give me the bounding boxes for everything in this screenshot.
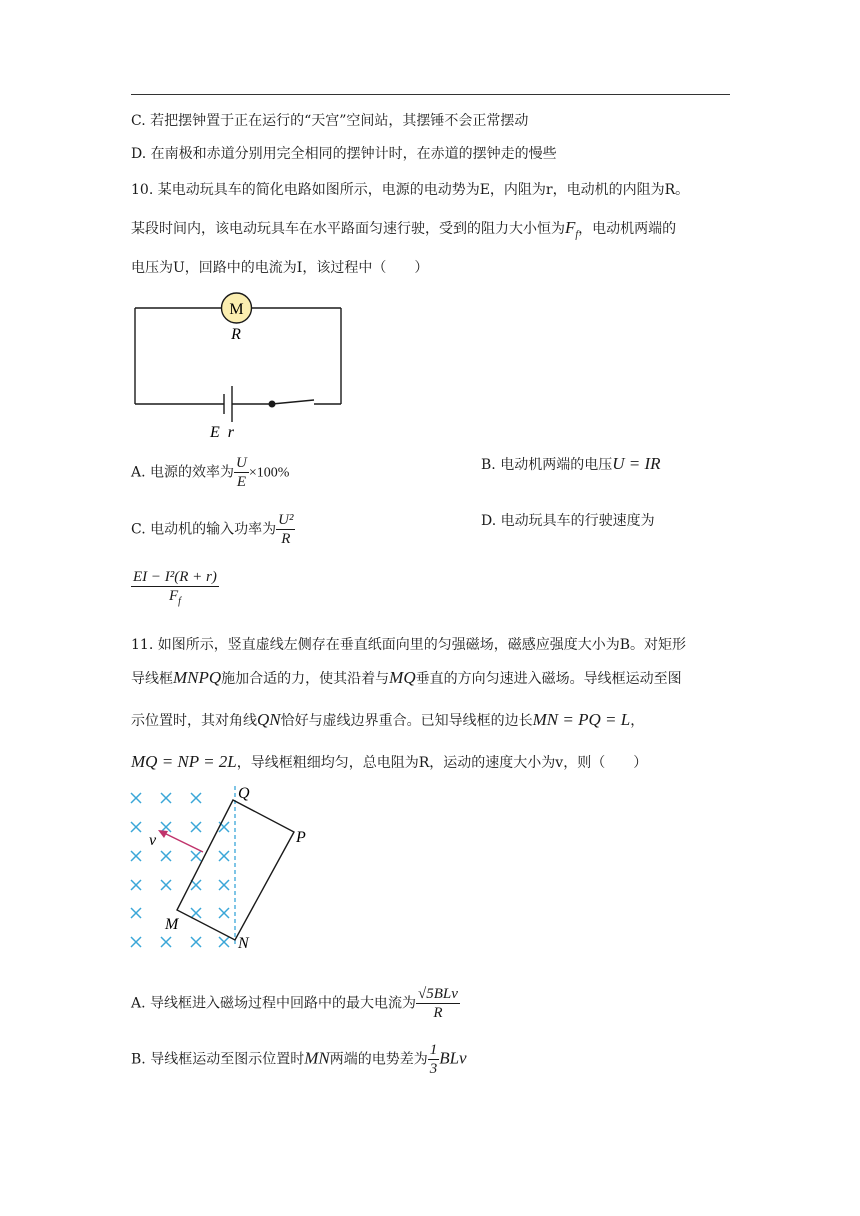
field-cross-icon [131, 908, 141, 918]
q9-option-d[interactable]: D. 在南极和赤道分别用完全相同的摆钟计时，在赤道的摆钟走的慢些 [131, 146, 557, 162]
q10-option-a-text: A. 电源的效率为 [131, 464, 235, 481]
q10-option-d-fraction: $\frac{\text{EI − I²(R + r)}}{F_f}$ [133, 569, 217, 607]
q9-option-c[interactable]: C. 若把摆钟置于正在运行的“天宫”空间站，其摆锤不会正常摆动 [131, 113, 529, 129]
q11-option-a[interactable] [131, 985, 460, 1022]
field-cross-icon [161, 793, 171, 803]
q11-option-a-text: A. 导线框进入磁场过程中回路中的最大电流为 [131, 995, 417, 1012]
field-cross-icon [191, 908, 201, 918]
q11-stem-line1: 11. 如图所示，竖直虚线左侧存在垂直纸面向里的匀强磁场，磁感应强度大小为B。对矩形 [131, 637, 687, 653]
field-cross-icon [161, 851, 171, 861]
q10-stem-line3: 电压为U，回路中的电流为I，该过程中（ ） [131, 260, 429, 276]
q10-option-a-fraction: $\frac{U}{E}$ [236, 455, 247, 490]
vertex-label-n: N [238, 935, 249, 952]
field-cross-icon [191, 880, 201, 890]
vertex-label-m: M [165, 916, 179, 933]
field-cross-icon [219, 937, 229, 947]
q10-stem-line1: 10. 某电动玩具车的简化电路如图所示，电源的电动势为E，内阻为r，电动机的内阻为R。 [131, 182, 690, 198]
field-cross-icon [161, 880, 171, 890]
q10-option-d[interactable]: D. 电动玩具车的行驶速度为 [481, 513, 655, 529]
field-cross-icon [161, 937, 171, 947]
q11-stem-line4: MQ = NP = 2L，导线框粗细均匀，总电阻为R，运动的速度大小为v，则（ ） [131, 752, 648, 771]
field-cross-icon [219, 880, 229, 890]
field-cross-icon [131, 937, 141, 947]
q10-option-a-percent: ×100% [248, 465, 290, 481]
field-cross-icon [191, 793, 201, 803]
magnetic-field-crosses [131, 793, 229, 947]
q10-option-c-text: C. 电动机的输入功率为 [131, 521, 277, 538]
vertex-label-p: P [296, 829, 306, 846]
vertex-label-q: Q [238, 785, 250, 802]
motor-label: M [229, 301, 244, 318]
q11-option-a-fraction: $\frac{\text{√5BLv}}{R}$ [418, 986, 458, 1021]
q10-option-b-text: B. 电动机两端的电压 [481, 457, 613, 473]
field-cross-icon [131, 880, 141, 890]
q10-stem-line2-suffix: ，电动机两端的 [578, 221, 677, 237]
q10-stem-line2-prefix: 某段时间内，该电动玩具车在水平路面匀速行驶，受到的阻力大小恒为 [131, 221, 565, 237]
source-label: E r [210, 424, 234, 441]
motor-resistance-label: R [231, 326, 241, 343]
q10-option-b-formula: U = IR [612, 454, 661, 473]
field-cross-icon [131, 822, 141, 832]
field-cross-icon [191, 851, 201, 861]
q10-friction-symbol: $F_f$ [565, 218, 579, 241]
q11-stem-line3: 示位置时，其对角线QN恰好与虚线边界重合。已知导线框的边长MN = PQ = L， [131, 710, 645, 729]
field-cross-icon [191, 822, 201, 832]
field-cross-icon [219, 851, 229, 861]
field-cross-icon [219, 908, 229, 918]
field-cross-icon [191, 937, 201, 947]
field-cross-icon [131, 793, 141, 803]
q11-option-b[interactable]: B. 导线框运动至图示位置时MN两端的电势差为 $\frac{1}{3}$ BLv [131, 1042, 467, 1077]
velocity-arrow-shaft [162, 832, 203, 852]
q10-option-c-fraction: $\frac{\text{U²}}{R}$ [278, 512, 294, 547]
field-cross-icon [131, 851, 141, 861]
velocity-label: v [149, 832, 157, 849]
q11-option-b-fraction: $\frac{1}{3}$ [429, 1042, 438, 1077]
q11-stem-line2: 导线框MNPQ施加合适的力，使其沿着与MQ垂直的方向匀速进入磁场。导线框运动至图 [131, 668, 682, 687]
